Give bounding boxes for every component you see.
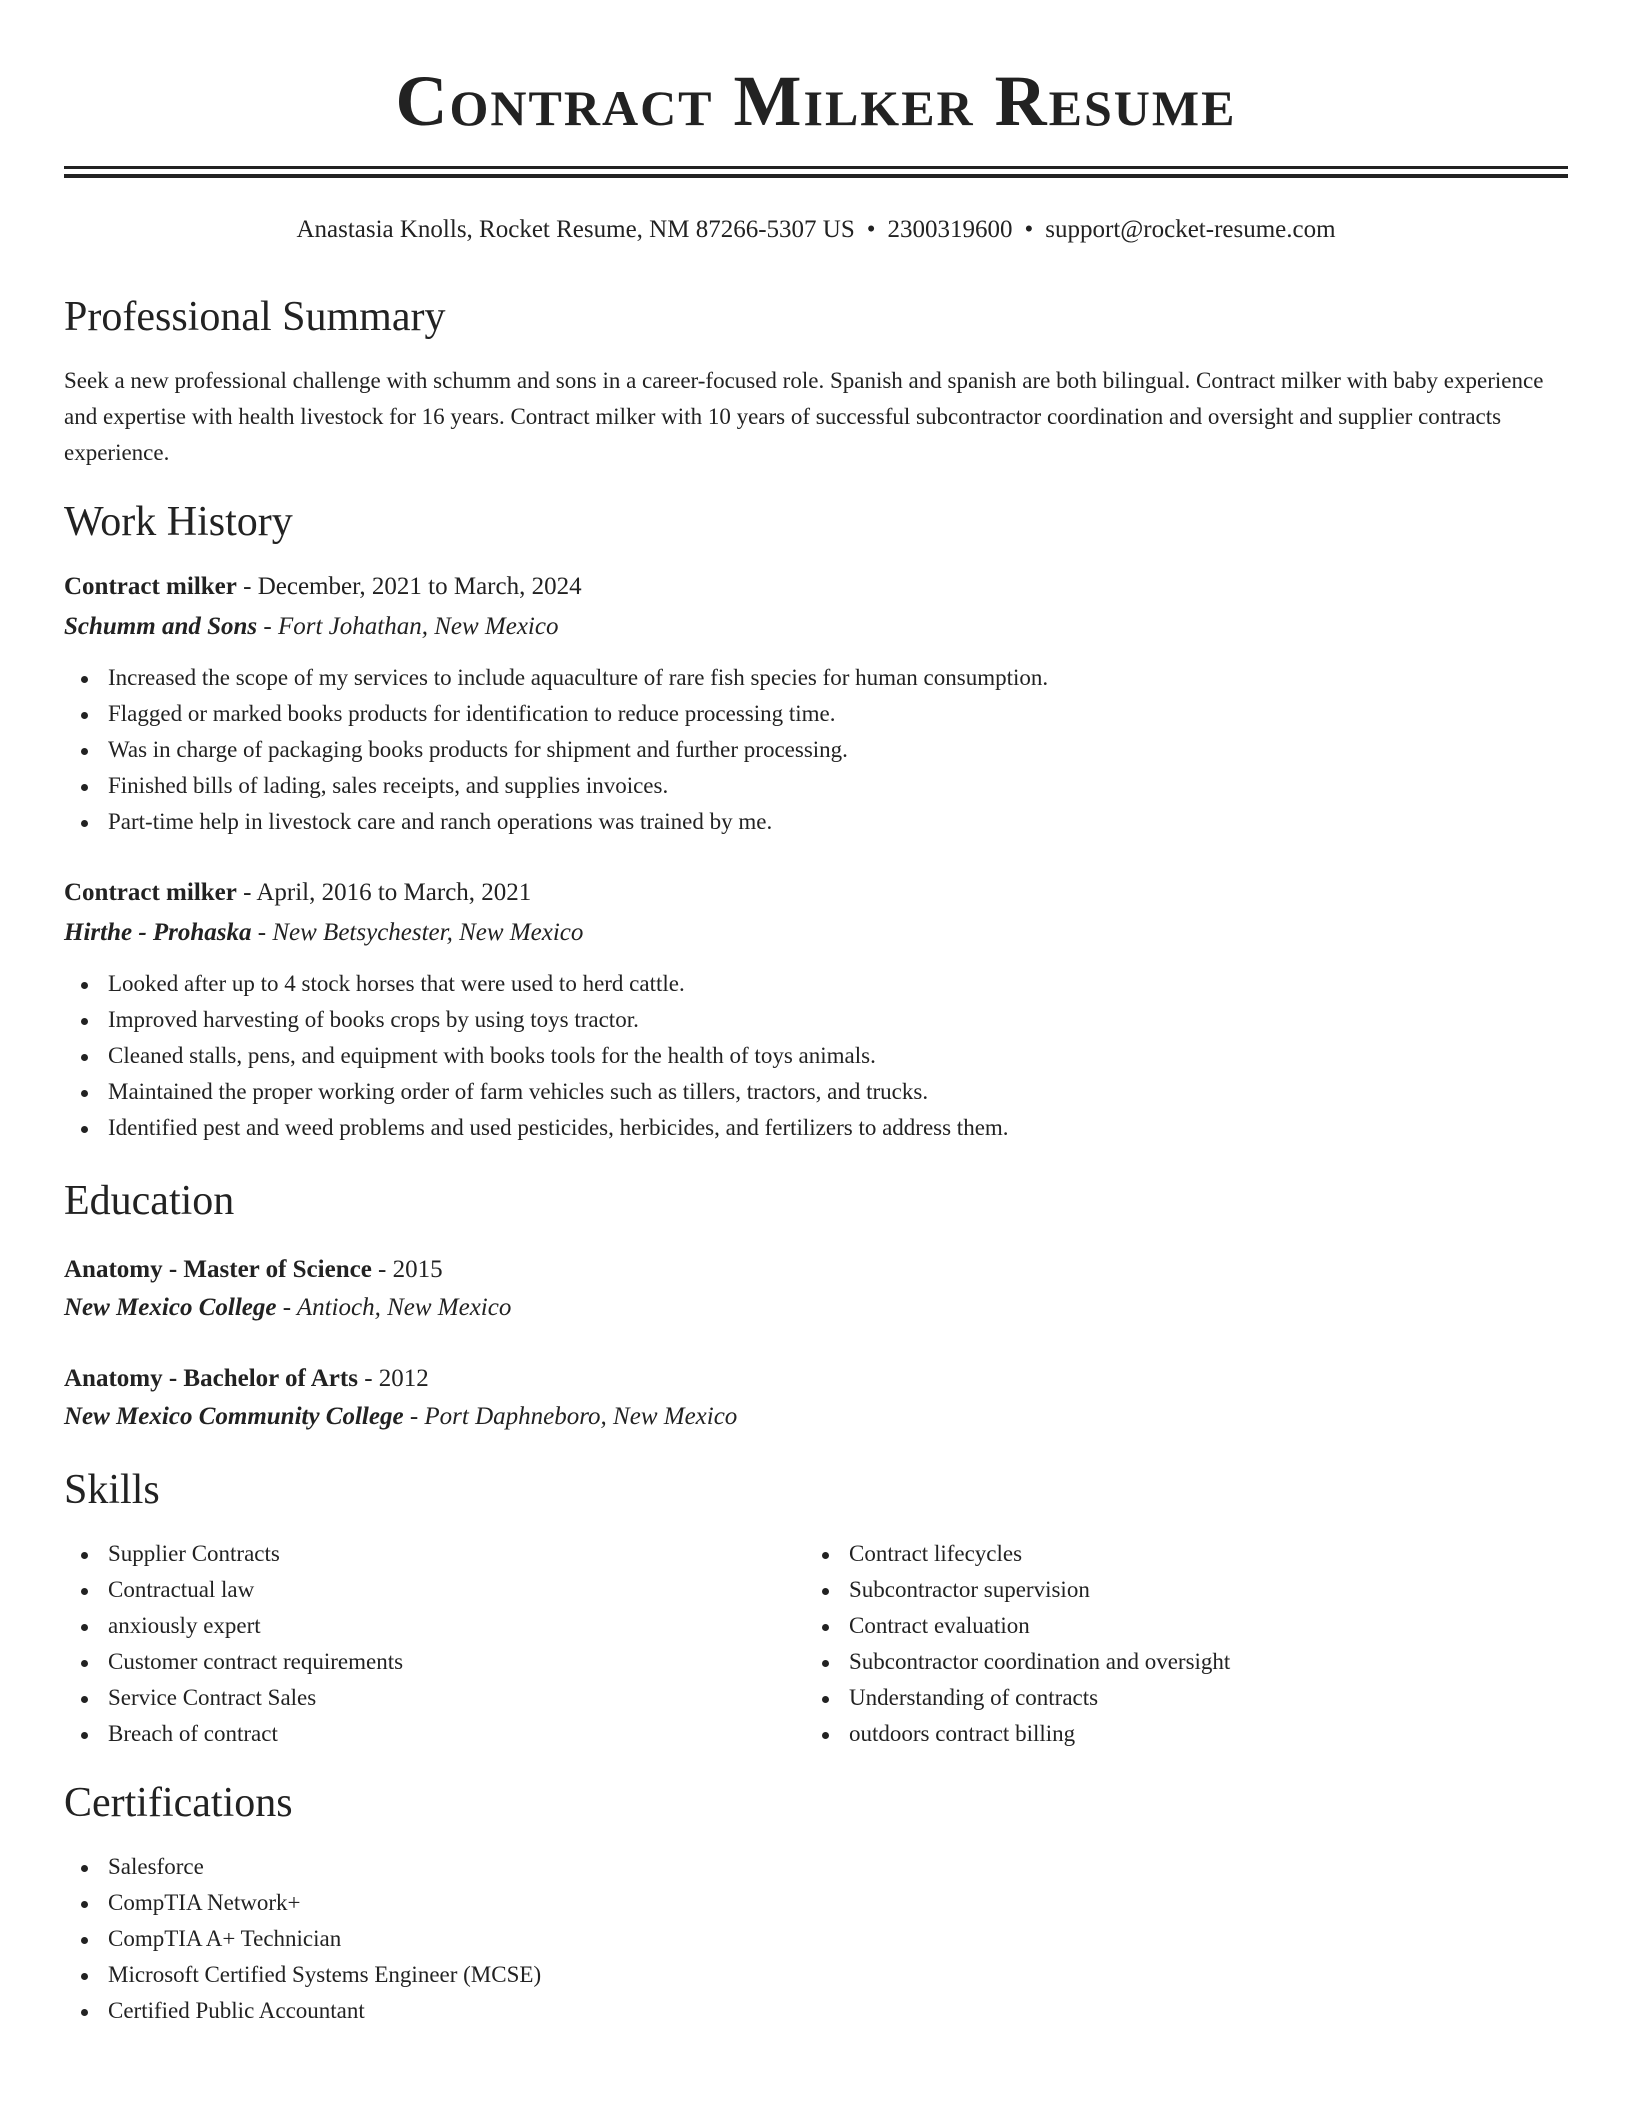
job-location: - Fort Johathan, New Mexico xyxy=(257,613,559,640)
list-item: CompTIA A+ Technician xyxy=(64,1921,541,1957)
list-item: Identified pest and weed problems and used pesticides, herbicides, and fertilizers to address them. xyxy=(64,1110,1009,1146)
title-rule-bottom xyxy=(64,174,1568,178)
list-item: CompTIA Network+ xyxy=(64,1885,541,1921)
list-item: Subcontractor supervision xyxy=(805,1572,1230,1608)
job-dates: - December, 2021 to March, 2024 xyxy=(236,573,582,600)
degree-year: - 2015 xyxy=(371,1256,443,1283)
list-item: Increased the scope of my services to include aquaculture of rare fish species for human consumption. xyxy=(64,660,1048,696)
job-title: Contract milker xyxy=(64,573,237,600)
school-location: - Antioch, New Mexico xyxy=(276,1294,512,1321)
school-line xyxy=(64,1290,511,1326)
school-line xyxy=(64,1399,737,1435)
degree-title: Anatomy - Bachelor of Arts xyxy=(64,1365,358,1392)
list-item: Contract evaluation xyxy=(805,1608,1230,1644)
list-item: Certified Public Accountant xyxy=(64,1993,541,2029)
job-location: - New Betsychester, New Mexico xyxy=(251,919,584,946)
title-rule-top xyxy=(64,166,1568,169)
list-item: Flagged or marked books products for identification to reduce processing time. xyxy=(64,696,1048,732)
list-item: Understanding of contracts xyxy=(805,1680,1230,1716)
contact-phone: 2300319600 xyxy=(887,216,1013,243)
list-item: Breach of contract xyxy=(64,1716,403,1752)
list-item: Maintained the proper working order of farm vehicles such as tillers, tractors, and trucks. xyxy=(64,1074,1009,1110)
job-duties-list xyxy=(64,966,1009,1146)
certifications-list xyxy=(64,1849,541,2029)
resume-page xyxy=(64,0,1568,2023)
job-title: Contract milker xyxy=(64,879,237,906)
job-company: Schumm and Sons xyxy=(64,613,258,640)
job-title-line xyxy=(64,569,582,605)
degree-title: Anatomy - Master of Science xyxy=(64,1256,372,1283)
job-company-line xyxy=(64,609,558,645)
list-item: Improved harvesting of books crops by using toys tractor. xyxy=(64,1002,1009,1038)
job-duties-list xyxy=(64,660,1048,840)
list-item: Was in charge of packaging books products for shipment and further processing. xyxy=(64,732,1048,768)
skills-heading: Skills xyxy=(64,1467,160,1513)
list-item: Contract lifecycles xyxy=(805,1536,1230,1572)
degree-line xyxy=(64,1252,443,1288)
school-name: New Mexico Community College xyxy=(64,1403,404,1430)
resume-title: Contract Milker Resume xyxy=(395,61,1237,141)
education-heading: Education xyxy=(64,1178,235,1224)
summary-heading: Professional Summary xyxy=(64,294,446,340)
list-item: Customer contract requirements xyxy=(64,1644,403,1680)
list-item: Microsoft Certified Systems Engineer (MCSE) xyxy=(64,1957,541,1993)
skills-list-right xyxy=(805,1536,1230,1752)
list-item: outdoors contract billing xyxy=(805,1716,1230,1752)
job-company-line xyxy=(64,915,583,951)
contact-separator: • xyxy=(1024,216,1034,243)
contact-address: Anastasia Knolls, Rocket Resume, NM 87266-5307 US xyxy=(296,216,855,243)
certifications-heading: Certifications xyxy=(64,1780,293,1826)
job-dates: - April, 2016 to March, 2021 xyxy=(236,879,532,906)
skills-list-left xyxy=(64,1536,403,1752)
list-item: Part-time help in livestock care and ranch operations was trained by me. xyxy=(64,804,1048,840)
degree-line xyxy=(64,1361,429,1397)
list-item: Finished bills of lading, sales receipts, and supplies invoices. xyxy=(64,768,1048,804)
list-item: anxiously expert xyxy=(64,1608,403,1644)
list-item: Salesforce xyxy=(64,1849,541,1885)
contact-email: support@rocket-resume.com xyxy=(1045,216,1336,243)
work-history-heading: Work History xyxy=(64,499,293,545)
list-item: Subcontractor coordination and oversight xyxy=(805,1644,1230,1680)
contact-line xyxy=(64,212,1568,248)
list-item: Service Contract Sales xyxy=(64,1680,403,1716)
summary-text: Seek a new professional challenge with schumm and sons in a career-focused role. Spanish and spanish are both bilingual. Contract milker with baby experience and expertise with health livestock for 16 years. Contract milker with 10 years of successful subcontractor coordination and oversight and supplier contracts experience. xyxy=(64,368,1544,465)
degree-year: - 2012 xyxy=(357,1365,429,1392)
school-name: New Mexico College xyxy=(64,1294,277,1321)
list-item: Cleaned stalls, pens, and equipment with books tools for the health of toys animals. xyxy=(64,1038,1009,1074)
list-item: Looked after up to 4 stock horses that were used to herd cattle. xyxy=(64,966,1009,1002)
job-title-line xyxy=(64,875,531,911)
job-company: Hirthe - Prohaska xyxy=(64,919,252,946)
contact-separator: • xyxy=(866,216,876,243)
list-item: Contractual law xyxy=(64,1572,403,1608)
school-location: - Port Daphneboro, New Mexico xyxy=(403,1403,738,1430)
list-item: Supplier Contracts xyxy=(64,1536,403,1572)
